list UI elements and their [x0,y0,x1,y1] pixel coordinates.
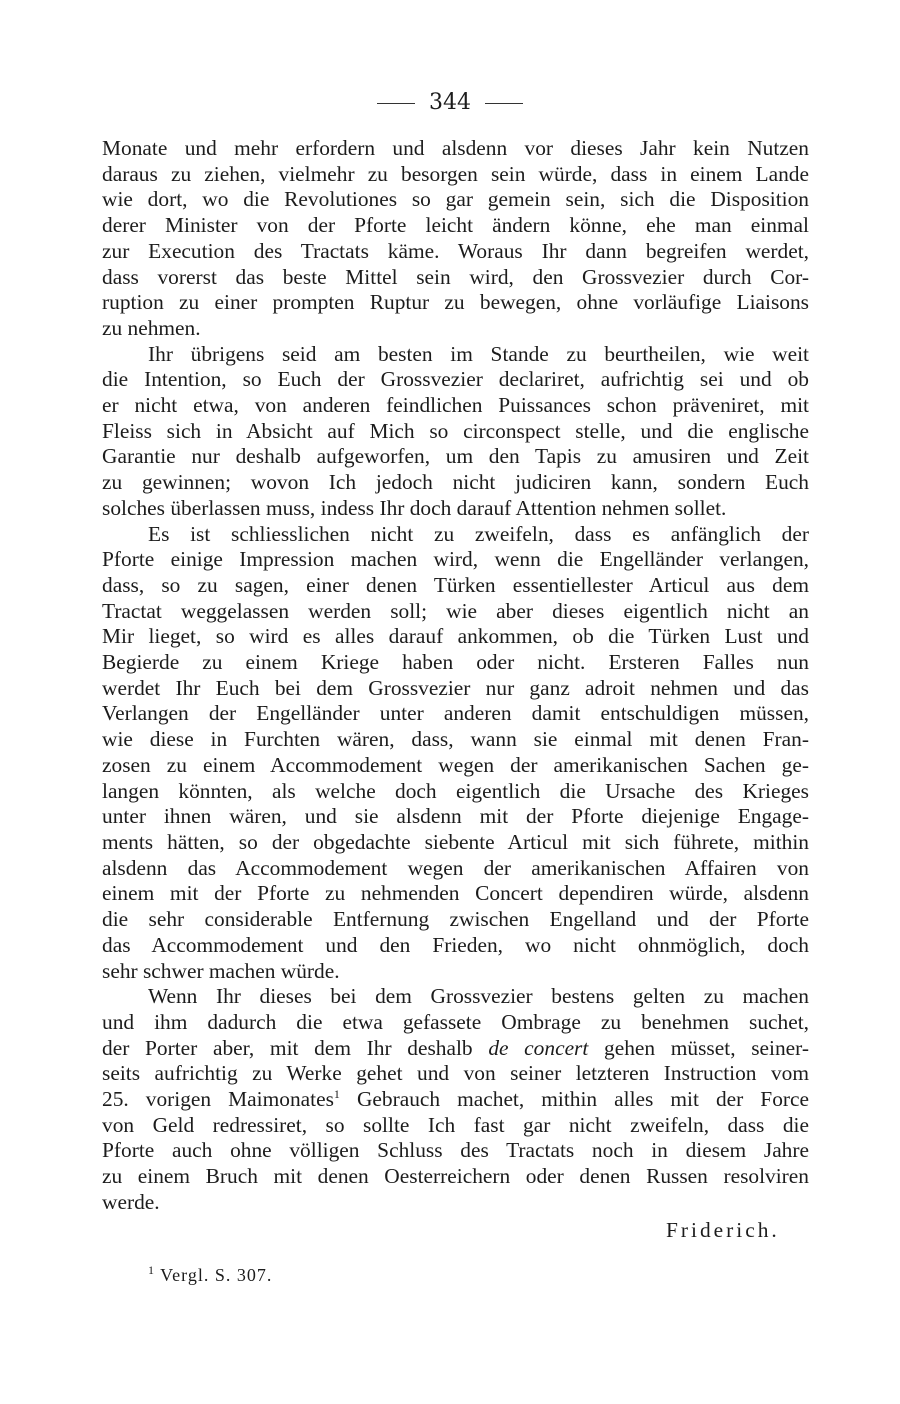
text-line: von Geld redressiret, so sollte Ich fast gar nicht zweifeln, dass die [102,1112,809,1137]
text-line: Garantie nur deshalb aufgeworfen, um den Tapis zu amusiren und Zeit [102,444,809,469]
text-line: unter ihnen wären, und sie alsdenn mit der Pforte diejenige Engage- [102,804,809,829]
text-line: Pforte einige Impression machen wird, wenn die Engelländer verlangen, [102,547,809,572]
text-line-with-italic [102,1036,809,1062]
footnote-text: Vergl. S. 307. [155,1265,273,1285]
text-segment: Gebrauch machet, mithin alles mit der Force [339,1087,809,1112]
text-line: zu gewinnen; wovon Ich jedoch nicht judiciren kann, sondern Euch [102,470,809,495]
text-segment: 25. vorigen Maimonates [102,1087,334,1112]
text-line: das Accommodement und den Frieden, wo nicht ohnmöglich, doch [102,932,809,957]
text-line: Ihr übrigens seid am besten im Stande zu beurtheilen, wie weit [148,341,809,366]
header-rule-left [377,103,415,104]
body-text [102,136,809,1216]
header-rule-right [485,103,523,104]
text-segment: der Porter aber, mit dem Ihr deshalb [102,1035,473,1060]
text-line: derer Minister von der Pforte leicht ändern könne, ehe man einmal [102,213,809,238]
text-line: Fleiss sich in Absicht auf Mich so circonspect stelle, und die englische [102,418,809,443]
text-line: werdet Ihr Euch bei dem Grossvezier nur ganz adroit nehmen und das [102,675,809,700]
footnote [148,1265,272,1286]
text-line: zur Execution des Tractats käme. Woraus Ihr dann begreifen werdet, [102,238,809,263]
text-line: solches überlassen muss, indess Ihr doch darauf Attention nehmen sollet. [102,495,727,520]
text-line: wie diese in Furchten wären, dass, wann sie einmal mit denen Fran- [102,727,809,752]
page-number: 344 [429,90,471,115]
text-line: dass, so zu sagen, einer denen Türken essentiellester Articul aus dem [102,572,809,597]
footnote-number: 1 [148,1263,155,1277]
text-line: Es ist schliesslichen nicht zu zweifeln, dass es anfänglich der [148,521,809,546]
text-line: wie dort, wo die Revolutiones so gar gemein sein, sich die Disposition [102,187,809,212]
italic-phrase: de concert [488,1035,589,1060]
page-header [0,90,900,115]
text-line: werde. [102,1189,160,1214]
text-line: seits aufrichtig zu Werke gehet und von seiner letzteren Instruction vom [102,1061,809,1086]
text-line: ments hätten, so der obgedachte siebente Articul mit sich führete, mithin [102,829,809,854]
text-line: zosen zu einem Accommodement wegen der amerikanischen Sachen ge- [102,752,809,777]
text-line: daraus zu ziehen, vielmehr zu besorgen sein würde, dass in einem Lande [102,161,809,186]
text-line: einem mit der Pforte zu nehmenden Concert dependiren würde, alsdenn [102,881,809,906]
text-line: und ihm dadurch die etwa gefassete Ombrage zu benehmen suchet, [102,1009,809,1034]
text-line: die sehr considerable Entfernung zwischen Engelland und der Pforte [102,907,809,932]
text-line: zu einem Bruch mit denen Oesterreichern oder denen Russen resolviren [102,1164,809,1189]
text-line: Monate und mehr erfordern und alsdenn vor dieses Jahr kein Nutzen [102,136,809,160]
text-line-with-footnote [102,1087,809,1113]
text-line: er nicht etwa, von anderen feindlichen Puissances schon präveniret, mit [102,393,809,418]
text-line: alsdenn das Accommodement wegen der amerikanischen Affairen von [102,855,809,880]
text-line: langen könnten, als welche doch eigentlich die Ursache des Krieges [102,778,809,803]
text-line: Wenn Ihr dieses bei dem Grossvezier bestens gelten zu machen [148,984,809,1009]
text-line: Begierde zu einem Kriege haben oder nicht. Ersteren Falles nun [102,650,809,675]
text-line: Verlangen der Engelländer unter anderen damit entschuldigen müssen, [102,701,809,726]
text-line: ruption zu einer prompten Ruptur zu bewegen, ohne vorläufige Liaisons [102,290,809,315]
signature: Friderich. [666,1218,780,1242]
text-line: zu nehmen. [102,315,201,340]
text-segment: gehen müsset, seiner- [588,1035,809,1060]
text-line: Mir lieget, so wird es alles darauf ankommen, ob die Türken Lust und [102,624,809,649]
text-line: Tractat weggelassen werden soll; wie aber dieses eigentlich nicht an [102,598,809,623]
footnote-marker: 1 [333,1086,340,1101]
text-line: sehr schwer machen würde. [102,958,340,983]
text-line: Pforte auch ohne völligen Schluss des Tractats noch in diesem Jahre [102,1138,809,1163]
text-line: die Intention, so Euch der Grossvezier declariret, aufrichtig sei und ob [102,367,809,392]
text-line: dass vorerst das beste Mittel sein wird, den Grossvezier durch Cor- [102,264,809,289]
